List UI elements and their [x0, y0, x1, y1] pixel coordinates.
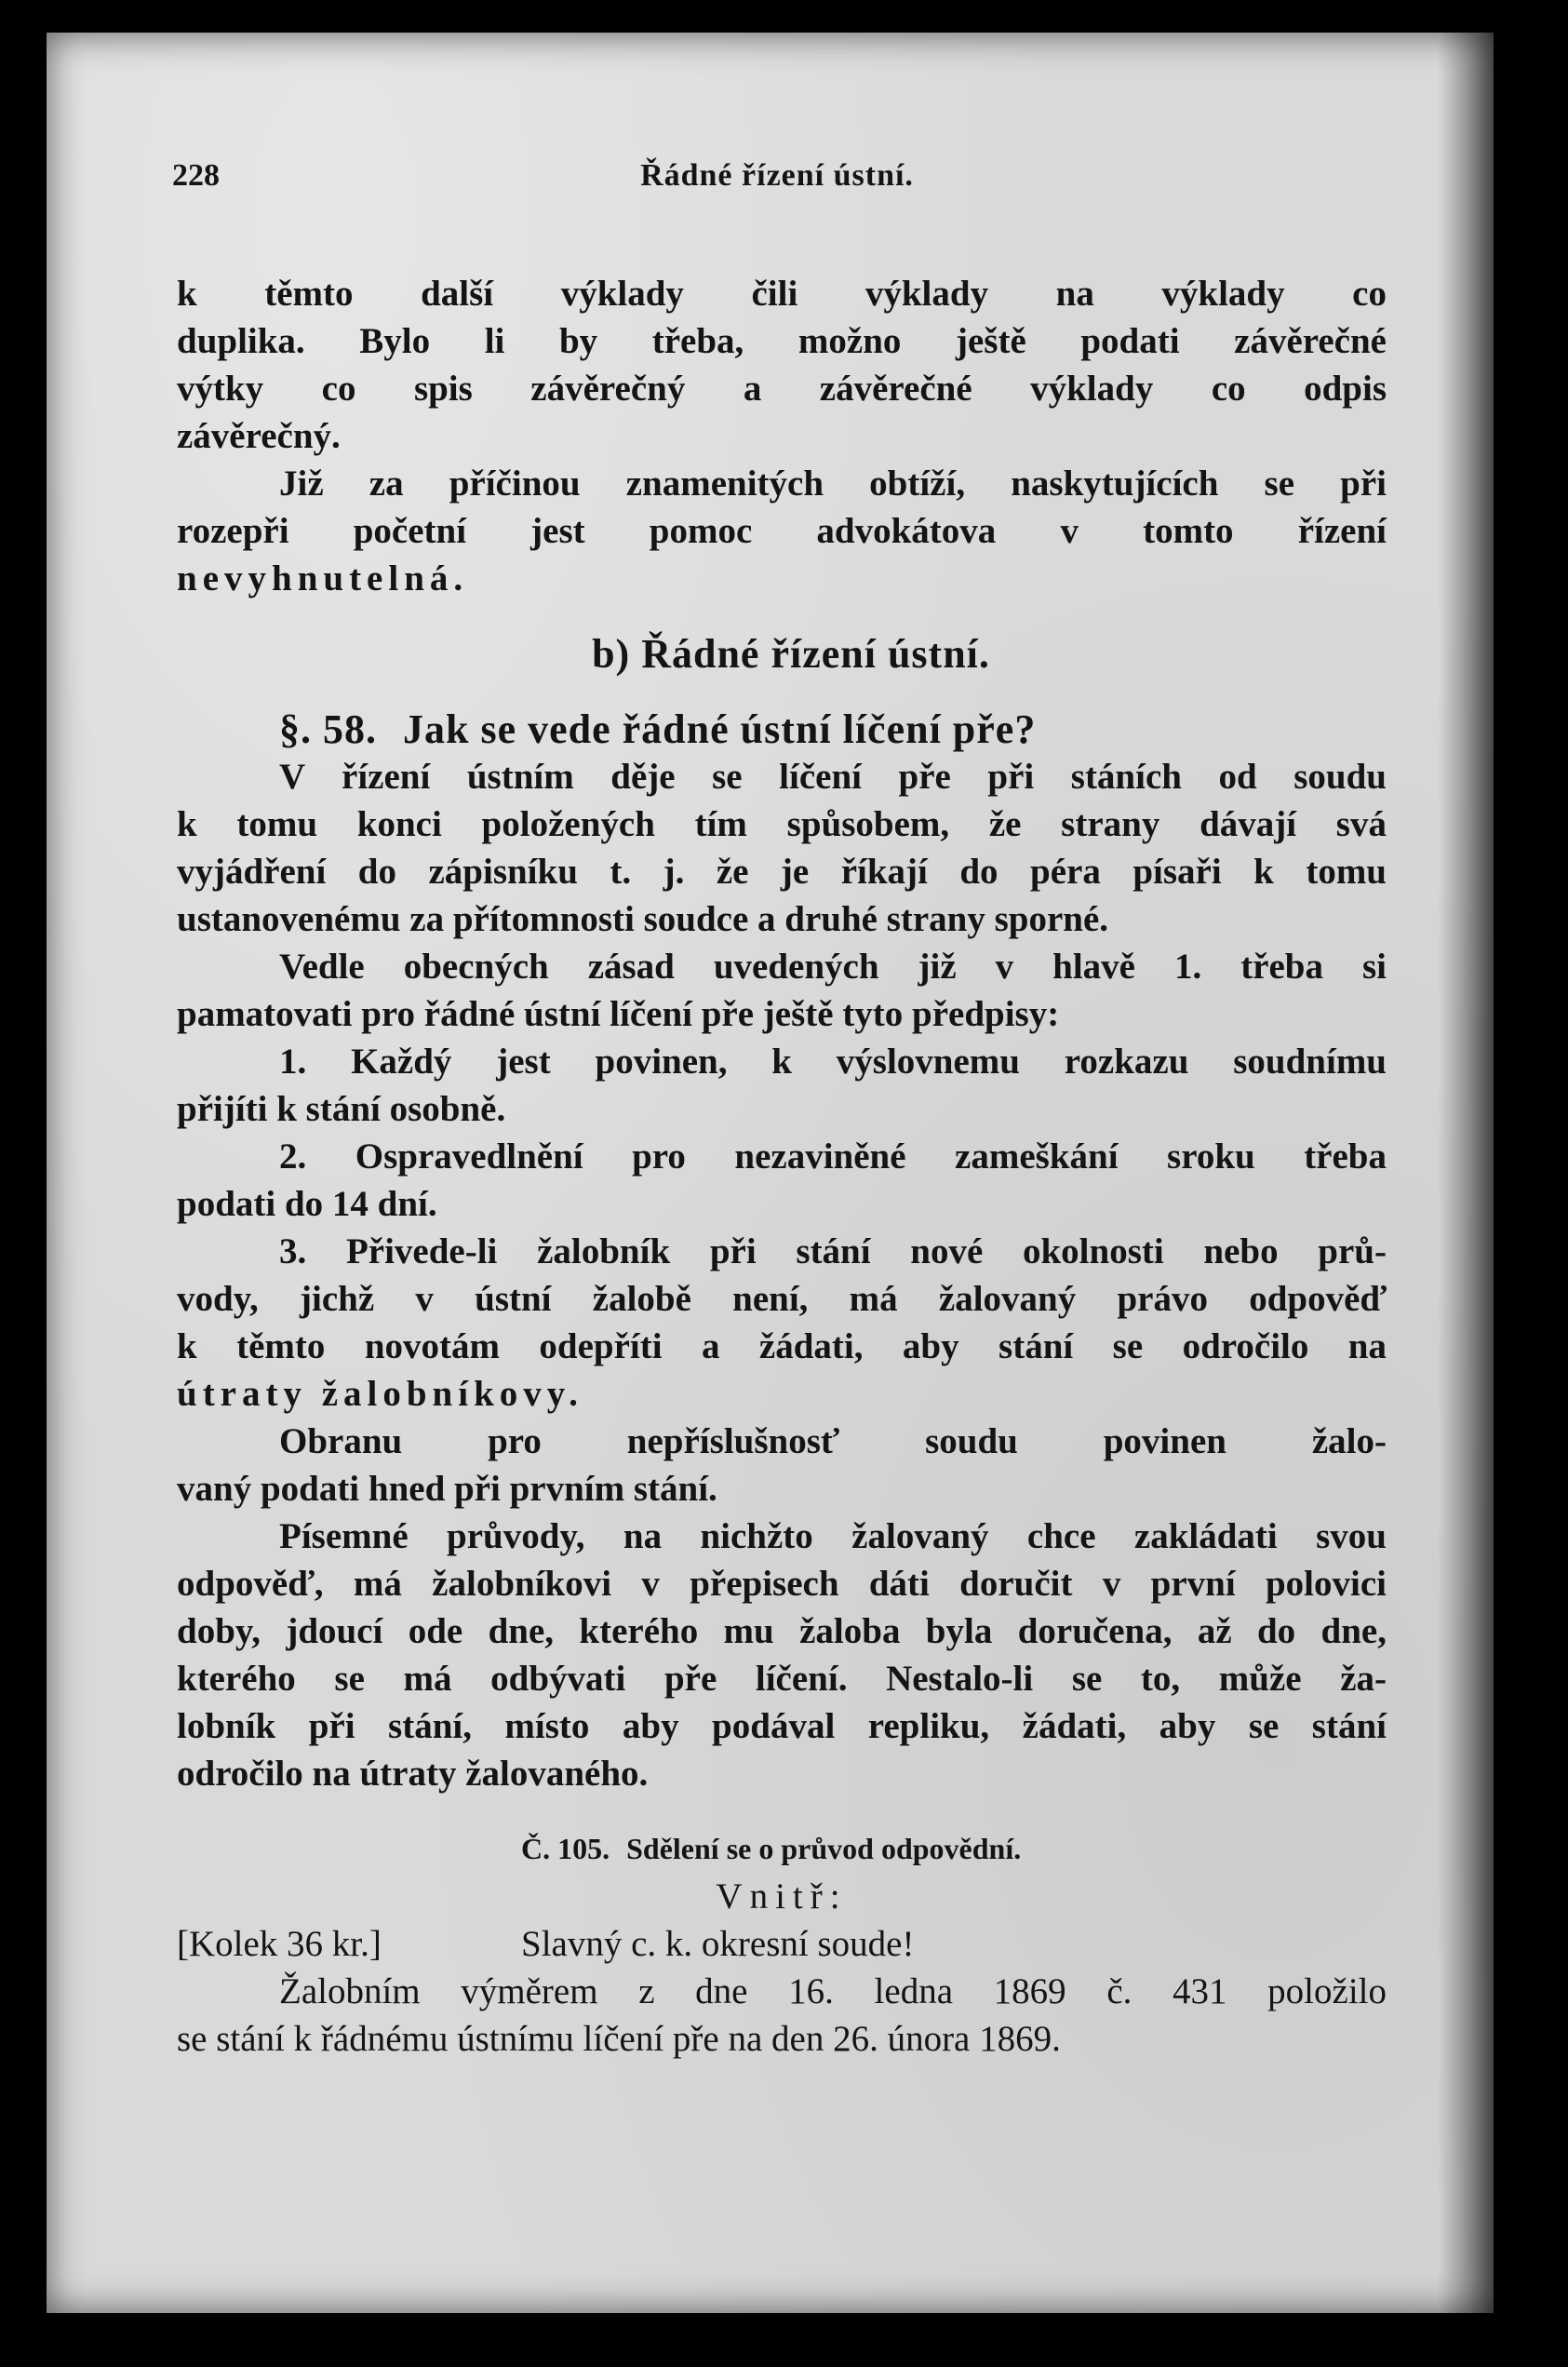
- paragraph-line: Vedle obecných zásad uvedených již v hlavě 1. třeba si: [279, 947, 1387, 987]
- paragraph-line: V řízení ústním děje se líčení pře při stáních od soudu: [279, 757, 1387, 797]
- paragraph-line: kterého se má odbývati pře líčení. Nestalo-li se to, může ža-: [177, 1659, 1387, 1699]
- section-title: Jak se vede řádné ústní líčení pře?: [403, 706, 1037, 752]
- list-item-line: přijíti k stání osobně.: [177, 1089, 506, 1129]
- paragraph-line: pamatovati pro řádné ústní líčení pře ještě tyto předpisy:: [177, 994, 1060, 1034]
- form-heading: [177, 1825, 1387, 1873]
- paragraph-line: lobník při stání, místo aby podával repliku, žádati, aby se stání: [177, 1706, 1387, 1746]
- intro-line: duplika. Bylo li by třeba, možno ještě podati závěrečné: [177, 321, 1387, 361]
- form-line: se stání k řádnému ústnímu líčení pře na den 26. února 1869.: [177, 2019, 1061, 2059]
- intro-line: výtky co spis závěrečný a závěrečné výklady co odpis: [177, 369, 1387, 409]
- form-number: Č. 105.: [521, 1832, 610, 1865]
- list-item-line: útraty žalobníkovy.: [177, 1374, 583, 1414]
- subheading: b) Řádné řízení ústní.: [592, 631, 990, 677]
- paragraph-line: odročilo na útraty žalovaného.: [177, 1754, 649, 1794]
- section-number: §. 58.: [279, 706, 377, 752]
- paragraph-line: vaný podati hned při prvním stání.: [177, 1469, 717, 1509]
- intro-line: k těmto další výklady čili výklady na výklady co: [177, 274, 1387, 314]
- page-edge-shadow: [1438, 33, 1494, 2313]
- page-body: [177, 270, 1387, 2063]
- intro-line: Již za příčinou znamenitých obtíží, naskytujících se při: [279, 464, 1387, 504]
- page-number: 228: [172, 158, 220, 193]
- paragraph-line: ustanovenému za přítomnosti soudce a druhé strany sporné.: [177, 899, 1109, 939]
- paragraph-line: k tomu konci položených tím spůsobem, že strany dávají svá: [177, 804, 1387, 844]
- list-item-line: 2. Ospravedlnění pro nezaviněné zameškání sroku třeba: [279, 1136, 1387, 1177]
- list-item-line: 1. Každý jest povinen, k výslovnemu rozkazu soudnímu: [279, 1042, 1387, 1082]
- list-item-line: 3. Přivede-li žalobník při stání nové okolnosti nebo prů-: [279, 1231, 1387, 1271]
- list-item-line: k těmto novotám odepříti a žádati, aby stání se odročilo na: [177, 1326, 1387, 1366]
- paragraph-line: odpověď, má žalobníkovi v přepisech dáti doručit v první polovici: [177, 1564, 1387, 1604]
- form-title: Sdělení se o průvod odpovědní.: [626, 1832, 1022, 1865]
- list-item-line: podati do 14 dní.: [177, 1184, 437, 1224]
- intro-line: nevyhnutelná.: [177, 558, 469, 598]
- paragraph-line: doby, jdoucí ode dne, kterého mu žaloba byla doručena, až do dne,: [177, 1611, 1387, 1651]
- book-page: [47, 33, 1494, 2313]
- paragraph-line: vyjádření do zápisníku t. j. že je říkají do péra písaři k tomu: [177, 852, 1387, 892]
- form-address-line: [177, 1920, 1387, 1968]
- running-head: Řádné řízení ústní.: [640, 158, 914, 193]
- paragraph-line: Obranu pro nepříslušnosť soudu povinen žalo-: [279, 1421, 1387, 1461]
- intro-line: závěrečný.: [177, 416, 341, 456]
- section-heading: [279, 706, 1387, 753]
- form-line: Žalobním výměrem z dne 16. ledna 1869 č. 431 položilo: [279, 1971, 1387, 2011]
- form-inside-label: Vnitř:: [716, 1876, 848, 1916]
- stamp-duty-note: [Kolek 36 kr.]: [177, 1924, 382, 1964]
- page-header: [172, 158, 1382, 214]
- form-salutation: Slavný c. k. okresní soude!: [521, 1924, 915, 1964]
- paragraph-line: Písemné průvody, na nichžto žalovaný chce zakládati svou: [279, 1516, 1387, 1556]
- list-item-line: vody, jichž v ústní žalobě není, má žalovaný právo odpověď: [177, 1279, 1387, 1319]
- intro-line: rozepři početní jest pomoc advokátova v tomto řízení: [177, 511, 1387, 551]
